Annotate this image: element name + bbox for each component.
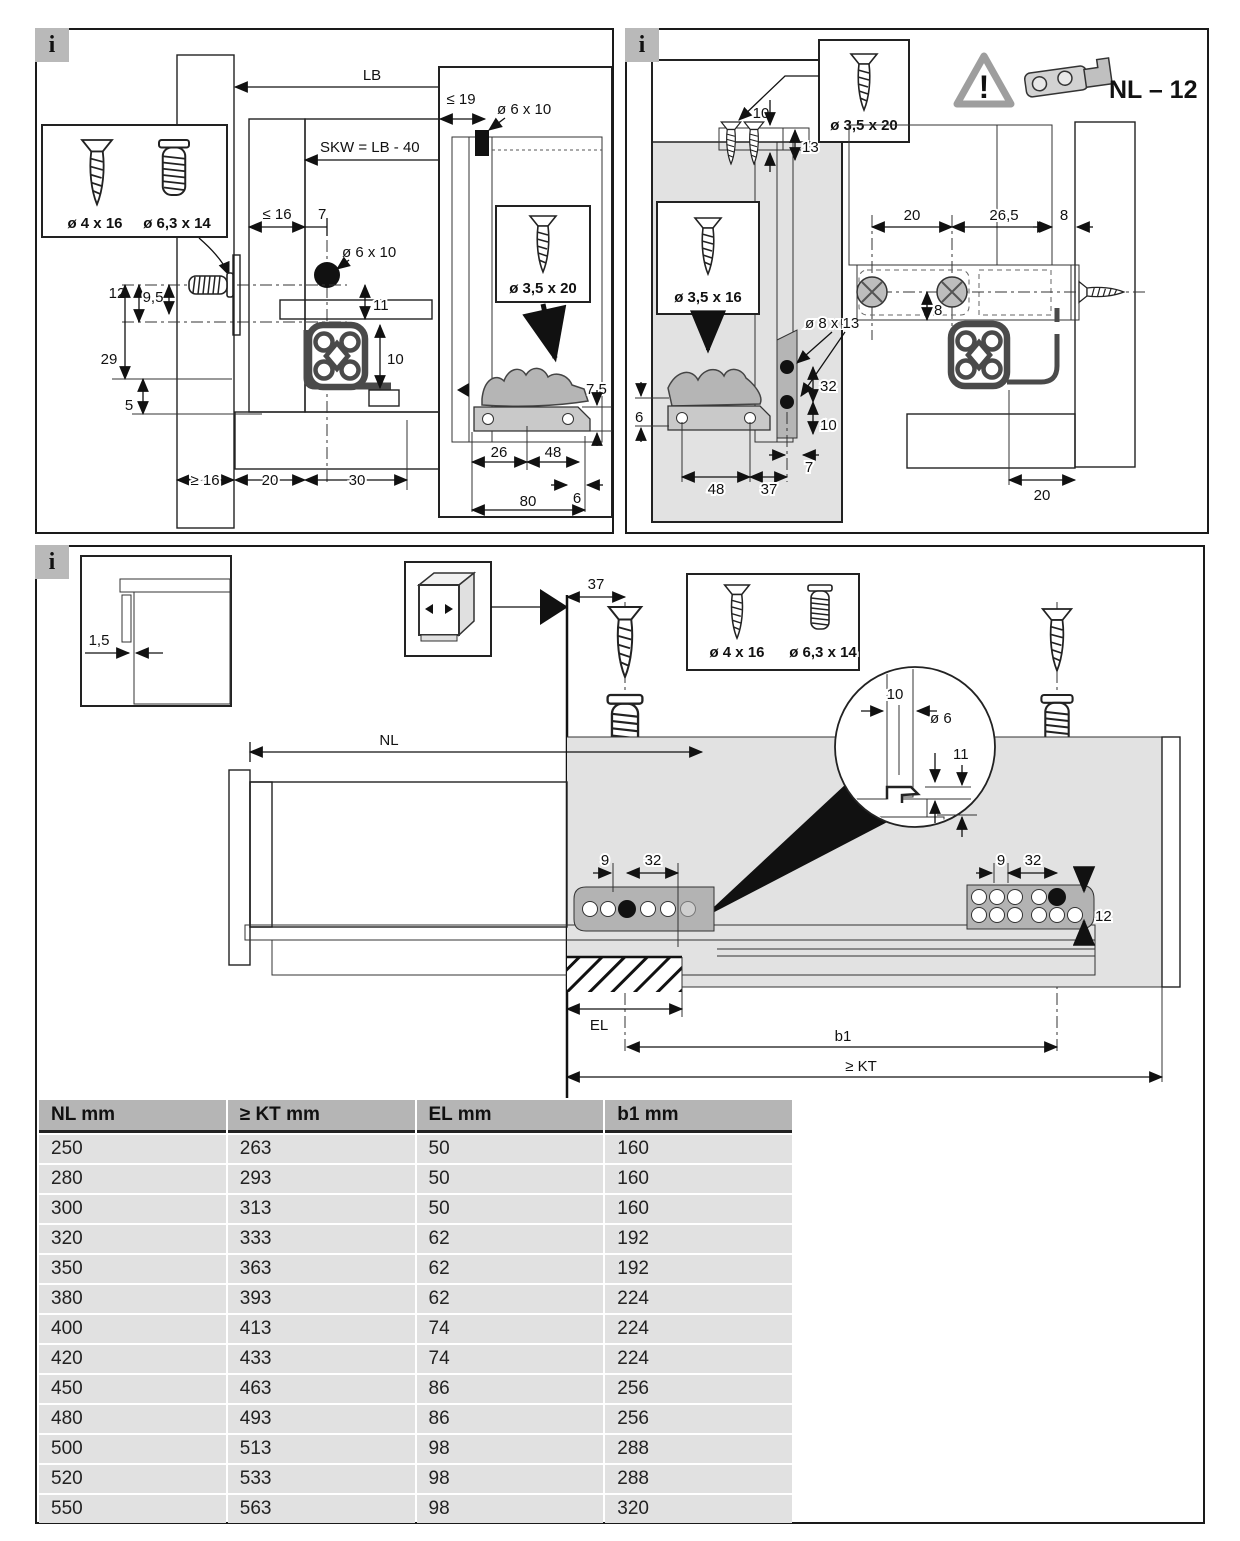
cell-kt: 533 xyxy=(228,1465,415,1493)
cell-nl: 450 xyxy=(39,1375,226,1403)
cell-kt: 293 xyxy=(228,1165,415,1193)
table-row xyxy=(39,1465,792,1493)
cell-kt: 363 xyxy=(228,1255,415,1283)
plate-hole-active xyxy=(1048,888,1066,906)
cell-el: 50 xyxy=(417,1135,604,1163)
detail-screw-label: ø 3,5 x 20 xyxy=(509,280,577,297)
cell-el: 86 xyxy=(417,1375,604,1403)
dim-11: 11 xyxy=(373,297,389,314)
table-row xyxy=(39,1375,792,1403)
dimension-table xyxy=(37,1098,794,1525)
dim-8-top: 8 xyxy=(1059,207,1069,224)
latch-screw xyxy=(745,413,756,424)
dim-32: 32 xyxy=(820,378,837,395)
cell-nl: 480 xyxy=(39,1405,226,1433)
latch-screw xyxy=(483,414,494,425)
dim-37: 37 xyxy=(760,481,778,498)
cell-b1: 160 xyxy=(605,1135,792,1163)
screw-pointer xyxy=(199,238,229,275)
dim-48: 48 xyxy=(707,481,725,498)
col-header-b1: b1 mm xyxy=(605,1100,792,1133)
countersunk-screw-icon xyxy=(609,607,642,677)
dim-side-max: ≤ 16 xyxy=(262,206,292,223)
screw-20-label: ø 3,5 x 20 xyxy=(830,117,898,134)
plate-hole xyxy=(1008,890,1023,905)
dim-13: 13 xyxy=(802,139,819,156)
countersunk-screw-icon xyxy=(1043,609,1072,671)
cell-kt: 333 xyxy=(228,1225,415,1253)
dim-9-right: 9 xyxy=(996,852,1006,869)
detail-circle-frame xyxy=(835,667,995,827)
cell-nl: 300 xyxy=(39,1195,226,1223)
dim-26: 26 xyxy=(490,444,508,461)
nl-kt-el-b1-table xyxy=(37,1098,794,1525)
cell-nl: 400 xyxy=(39,1315,226,1343)
euro-screw-icon xyxy=(808,585,832,629)
table-row xyxy=(39,1255,792,1283)
table-row xyxy=(39,1225,792,1253)
dim-10: 10 xyxy=(752,105,770,122)
table-row xyxy=(39,1345,792,1373)
cell-b1: 288 xyxy=(605,1435,792,1463)
plate-hole xyxy=(972,908,987,923)
plate-hole xyxy=(972,890,987,905)
dim-depth-max: ≤ 19 xyxy=(446,91,476,108)
cabinet-side xyxy=(249,119,305,412)
front-arrow-icon xyxy=(540,589,568,625)
bottom-panel xyxy=(907,414,1075,468)
drawer-front-inner xyxy=(250,782,272,927)
detail-hole xyxy=(475,130,489,156)
dim-gap: 1,5 xyxy=(88,632,110,649)
info-icon-label: i xyxy=(48,31,56,58)
cabinet-pictogram xyxy=(405,562,491,656)
dim-12: 12 xyxy=(1095,908,1112,925)
detail-hole-label: ø 6 x 10 xyxy=(497,101,552,118)
screw2-label: ø 6,3 x 14 xyxy=(143,215,211,232)
cell-nl: 550 xyxy=(39,1495,226,1523)
cell-el: 98 xyxy=(417,1495,604,1523)
shelf-flange xyxy=(280,300,432,319)
dim-29: 29 xyxy=(100,351,118,368)
cell-el: 62 xyxy=(417,1255,604,1283)
coupling-hook xyxy=(1083,58,1112,87)
cell-nl: 280 xyxy=(39,1165,226,1193)
dim-26-5: 26,5 xyxy=(989,207,1019,224)
cell-el: 98 xyxy=(417,1435,604,1463)
latch-screw xyxy=(563,414,574,425)
plate-hole xyxy=(641,902,656,917)
plate-hole-ghost xyxy=(681,902,696,917)
ground-hatch xyxy=(567,957,682,992)
cell-el: 62 xyxy=(417,1225,604,1253)
info-icon xyxy=(35,28,69,62)
warning-mark: ! xyxy=(978,69,990,105)
cell-kt: 263 xyxy=(228,1135,415,1163)
cell-b1: 288 xyxy=(605,1465,792,1493)
cell-kt: 433 xyxy=(228,1345,415,1373)
dim-10: 10 xyxy=(387,351,404,368)
hook-profile xyxy=(1007,308,1057,382)
dim-12: 12 xyxy=(108,285,126,302)
cell-el: 86 xyxy=(417,1405,604,1433)
panel-top-light xyxy=(849,125,997,265)
plate-hole xyxy=(780,395,794,409)
rail-profile xyxy=(951,324,1007,386)
cell-kt: 313 xyxy=(228,1195,415,1223)
dim-10b: 10 xyxy=(820,417,837,434)
dim-9-left: 9 xyxy=(600,852,610,869)
screw-16-label: ø 3,5 x 16 xyxy=(674,289,742,306)
table-row xyxy=(39,1135,792,1163)
cell-b1: 160 xyxy=(605,1195,792,1223)
cell-nl: 320 xyxy=(39,1225,226,1253)
cell-nl: 380 xyxy=(39,1285,226,1313)
cabinet-front xyxy=(419,585,459,635)
dim-6: 6 xyxy=(635,409,644,426)
cell-kt: 393 xyxy=(228,1285,415,1313)
hook-gap xyxy=(1051,322,1061,334)
latch-screw xyxy=(677,413,688,424)
screw1-label: ø 4 x 16 xyxy=(67,215,123,232)
rail-profile xyxy=(309,325,365,387)
cell-kt: 513 xyxy=(228,1435,415,1463)
plate-hole xyxy=(1050,908,1065,923)
table-row xyxy=(39,1435,792,1463)
table-row xyxy=(39,1495,792,1523)
dim-kt-min: ≥ KT xyxy=(845,1058,877,1075)
table-row xyxy=(39,1285,792,1313)
gap-inset xyxy=(81,556,231,706)
dim-9-5: 9,5 xyxy=(142,289,164,306)
col-header-el: EL mm xyxy=(417,1100,604,1133)
plate-hole xyxy=(1032,908,1047,923)
panel-back-coupling xyxy=(625,28,1209,534)
table-header-row xyxy=(39,1100,792,1133)
plate-hole-active xyxy=(618,900,636,918)
dim-wall-min: ≥ 16 xyxy=(190,472,220,489)
cell-nl: 350 xyxy=(39,1255,226,1283)
info-icon-label: i xyxy=(638,31,646,58)
dim-nl: NL xyxy=(379,732,399,749)
wall-screw-icon xyxy=(1079,282,1124,303)
cell-kt: 463 xyxy=(228,1375,415,1403)
detail-view xyxy=(439,67,612,517)
front-hole-plate xyxy=(574,887,714,931)
table-row xyxy=(39,1195,792,1223)
cell-b1: 256 xyxy=(605,1375,792,1403)
rear-hole-plate xyxy=(967,885,1094,929)
cell-el: 74 xyxy=(417,1315,604,1343)
cell-kt: 563 xyxy=(228,1495,415,1523)
dim-offset7: 7 xyxy=(318,206,327,223)
dim-8-side: 8 xyxy=(934,302,943,319)
cell-b1: 224 xyxy=(605,1285,792,1313)
dim-80: 80 xyxy=(519,493,537,510)
drawer-front xyxy=(229,770,250,965)
cell-nl: 420 xyxy=(39,1345,226,1373)
table-row xyxy=(39,1315,792,1343)
col-header-nl: NL mm xyxy=(39,1100,226,1133)
cell-el: 98 xyxy=(417,1465,604,1493)
cell-b1: 160 xyxy=(605,1165,792,1193)
coupling-icon xyxy=(1023,58,1112,98)
dim-20-top: 20 xyxy=(903,207,921,224)
screw1-label: ø 4 x 16 xyxy=(709,644,765,661)
cell-b1: 256 xyxy=(605,1405,792,1433)
cell-b1: 192 xyxy=(605,1255,792,1283)
panel3-drawing xyxy=(37,547,1203,1107)
dim-30: 30 xyxy=(348,472,366,489)
plate-hole xyxy=(583,902,598,917)
plate-hole xyxy=(1008,908,1023,923)
plate-hole xyxy=(1032,890,1047,905)
table-row xyxy=(39,1405,792,1433)
info-icon xyxy=(35,545,69,579)
dim-b1: b1 xyxy=(834,1028,852,1045)
info-icon-label: i xyxy=(48,548,56,575)
dowel-hole xyxy=(314,262,340,288)
cell-b1: 192 xyxy=(605,1225,792,1253)
cell-el: 74 xyxy=(417,1345,604,1373)
panel1-drawing xyxy=(37,30,612,532)
plate-hole xyxy=(1068,908,1083,923)
cell-nl: 250 xyxy=(39,1135,226,1163)
cell-kt: 413 xyxy=(228,1315,415,1343)
panel-top-mid xyxy=(997,125,1052,265)
detail-hole: ø 6 xyxy=(930,710,952,727)
dim-32-left: 32 xyxy=(644,852,662,869)
detail-d10: 10 xyxy=(886,686,904,703)
pozi-screw-icon xyxy=(857,277,887,307)
back-wall-hatched xyxy=(1162,737,1180,987)
hole-8x13-label: ø 8 x 13 xyxy=(805,315,860,332)
plate-hole xyxy=(990,908,1005,923)
cabinet-base xyxy=(421,635,457,641)
col-header-kt: ≥ KT mm xyxy=(228,1100,415,1133)
dim-48: 48 xyxy=(544,444,562,461)
cell-b1: 320 xyxy=(605,1495,792,1523)
dim-32-right: 32 xyxy=(1024,852,1042,869)
euro-screw-icon xyxy=(159,140,189,195)
plate-hole xyxy=(601,902,616,917)
cell-b1: 224 xyxy=(605,1345,792,1373)
cell-el: 62 xyxy=(417,1285,604,1313)
info-icon xyxy=(625,28,659,62)
hole-label: ø 6 x 10 xyxy=(342,244,397,261)
dim-el: EL xyxy=(589,1017,609,1034)
lb-label: LB xyxy=(362,67,382,84)
screw2-label: ø 6,3 x 14 xyxy=(789,644,857,661)
plate-hole xyxy=(780,360,794,374)
dim-37: 37 xyxy=(587,576,605,593)
cell-kt: 493 xyxy=(228,1405,415,1433)
panel2-drawing xyxy=(627,30,1207,532)
product-code: NL – 12 xyxy=(1109,76,1198,104)
dim-7-5: 7,5 xyxy=(586,381,607,398)
dim-6: 6 xyxy=(572,490,582,507)
panel-cabinet-mounting xyxy=(35,28,614,534)
dim-20: 20 xyxy=(261,472,279,489)
cell-el: 50 xyxy=(417,1195,604,1223)
table-row xyxy=(39,1165,792,1193)
hole-pointer xyxy=(337,260,349,269)
detail-d11: 11 xyxy=(953,746,969,763)
plate-hole xyxy=(990,890,1005,905)
plate-hole xyxy=(661,902,676,917)
hook-bracket xyxy=(369,390,399,406)
drawer-body xyxy=(250,782,567,927)
skw-formula: SKW = LB - 40 xyxy=(320,139,420,156)
cell-el: 50 xyxy=(417,1165,604,1193)
panel-drawer-layout xyxy=(35,545,1205,1524)
dim-20-bottom: 20 xyxy=(1033,487,1051,504)
wall-screw-icon xyxy=(189,273,233,297)
cell-nl: 500 xyxy=(39,1435,226,1463)
cell-nl: 520 xyxy=(39,1465,226,1493)
cell-b1: 224 xyxy=(605,1315,792,1343)
dim-5: 5 xyxy=(124,397,134,414)
dim-7: 7 xyxy=(804,459,814,476)
